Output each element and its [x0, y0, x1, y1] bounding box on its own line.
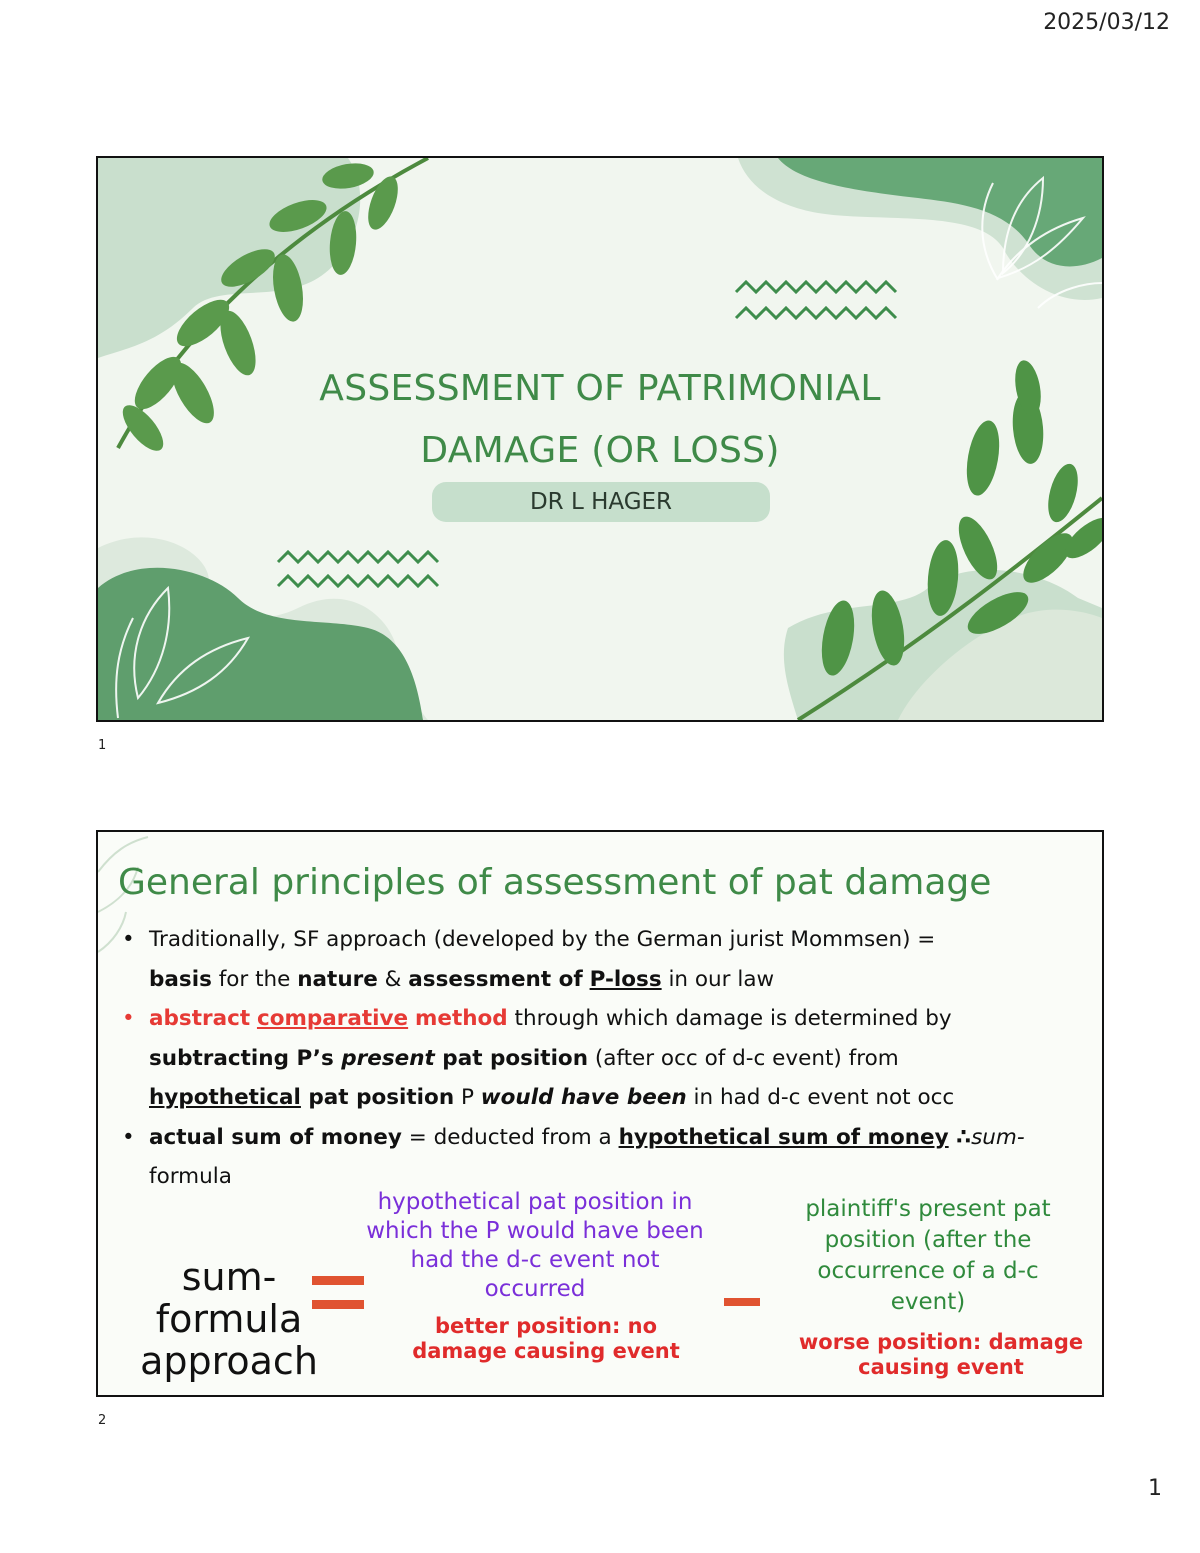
bullet-text: = deducted from a	[401, 1124, 619, 1150]
author-badge: DR L HAGER	[432, 482, 770, 522]
bullet-text: in our law	[661, 966, 775, 992]
page-number: 1	[1148, 1476, 1162, 1501]
italic-text: sum-	[971, 1124, 1025, 1150]
bold-text: pat position	[434, 1045, 589, 1071]
bullet-list	[116, 920, 1086, 1197]
bullet-text: in had d-c event not occ	[686, 1085, 955, 1110]
red-bold-text: method	[414, 1006, 508, 1031]
minus-sign	[724, 1298, 760, 1306]
label-line: approach	[140, 1339, 318, 1383]
bullet-text: (after occ of d-c event) from	[588, 1045, 899, 1071]
better-position-text: better position: no damage causing event	[412, 1314, 680, 1363]
bold-text: pat position	[300, 1085, 455, 1110]
bullet-text: formula	[149, 1164, 232, 1189]
bold-underlined-text: P-loss	[589, 966, 662, 992]
therefore-symbol: ∴	[948, 1124, 972, 1150]
bullet-actual-sum	[116, 1118, 1086, 1197]
slide-1	[96, 156, 1104, 722]
bold-text: basis	[149, 966, 212, 992]
worse-position-text: worse position: damage causing event	[798, 1330, 1084, 1379]
label-line: sum-	[181, 1255, 277, 1299]
bold-underlined-text: hypothetical sum of money	[618, 1124, 949, 1150]
bullet-abstract-method	[116, 999, 1086, 1118]
equals-sign-bottom	[312, 1300, 364, 1309]
hypothetical-position-text: hypothetical pat position in which the P would have been had the d-c event not occurred	[366, 1189, 704, 1302]
bullet-text: P	[454, 1085, 481, 1110]
slide-1-title-line1: ASSESSMENT OF PATRIMONIAL	[319, 368, 881, 409]
bullet-sf-approach	[116, 920, 1086, 999]
print-date: 2025/03/12	[1043, 10, 1170, 35]
bullet-text: &	[377, 966, 409, 992]
bold-text: actual sum of money	[149, 1124, 402, 1150]
present-position-text: plaintiff's present pat position (after the occurrence of a d-c event)	[805, 1196, 1051, 1315]
bold-text: subtracting P’s	[149, 1045, 342, 1071]
slide-1-number: 1	[98, 738, 107, 753]
label-line: formula	[155, 1297, 303, 1341]
slide-1-title-line2: DAMAGE (OR LOSS)	[420, 430, 780, 471]
bold-italic-text: present	[341, 1045, 435, 1071]
slide-1-title	[98, 358, 1102, 482]
slide-2-number: 2	[98, 1413, 107, 1428]
equals-sign-top	[312, 1276, 364, 1285]
red-bold-text: abstract	[149, 1006, 251, 1031]
slide-2-title: General principles of assessment of pat damage	[118, 862, 992, 903]
bold-text: nature	[297, 966, 378, 992]
slide-2	[96, 830, 1104, 1397]
bold-underlined-text: hypothetical	[149, 1085, 301, 1110]
bullet-text: for the	[211, 966, 298, 992]
bullet-text	[583, 967, 590, 992]
bullet-text: through which damage is determined by	[507, 1006, 952, 1031]
bold-text: assessment of	[408, 966, 583, 992]
sum-formula-label	[114, 1256, 344, 1382]
red-underlined-text: comparative	[256, 1006, 409, 1031]
bold-italic-text: would have been	[480, 1085, 687, 1110]
bullet-text: Traditionally, SF approach (developed by the German jurist Mommsen) =	[149, 927, 936, 952]
